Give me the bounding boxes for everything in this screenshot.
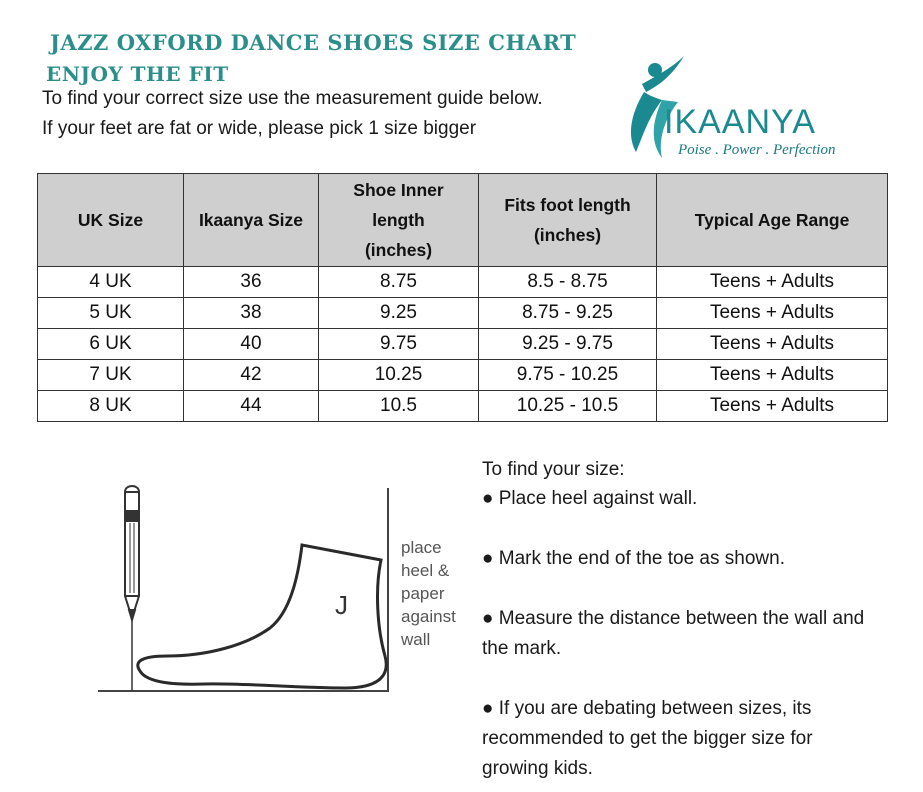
- table-row: [38, 391, 888, 422]
- cell-uk-size: 5 UK: [38, 298, 184, 329]
- logo-tagline: Poise . Power . Perfection: [678, 142, 836, 158]
- instruction-step-4: ● If you are debating between sizes, its recommended to get the bigger size for growing kids.: [482, 698, 813, 779]
- table-row: [38, 267, 888, 298]
- wall-label: place heel & paper against wall: [401, 538, 456, 649]
- cell-age-range: Teens + Adults: [657, 391, 888, 422]
- foot-mark: J: [335, 590, 348, 620]
- cell-foot-length: 8.5 - 8.75: [479, 267, 657, 298]
- chart-subtitle: ENJOY THE FIT: [46, 62, 229, 86]
- cell-age-range: Teens + Adults: [657, 329, 888, 360]
- cell-age-range: Teens + Adults: [657, 360, 888, 391]
- cell-ikaanya-size: 38: [184, 298, 319, 329]
- cell-age-range: Teens + Adults: [657, 267, 888, 298]
- cell-foot-length: 9.75 - 10.25: [479, 360, 657, 391]
- foot-outline-icon: [138, 545, 386, 688]
- cell-uk-size: 7 UK: [38, 360, 184, 391]
- cell-inner-length: 10.5: [319, 391, 479, 422]
- cell-age-range: Teens + Adults: [657, 298, 888, 329]
- header-age-range: Typical Age Range: [657, 174, 888, 267]
- header-shoe-inner-length: Shoe Inner length (inches): [319, 174, 479, 267]
- header-ikaanya-size: Ikaanya Size: [184, 174, 319, 267]
- instruction-step-2: ● Mark the end of the toe as shown.: [482, 548, 785, 569]
- instruction-step-3: ● Measure the distance between the wall and the mark.: [482, 608, 865, 659]
- chart-title: JAZZ OXFORD DANCE SHOES SIZE CHART: [50, 30, 577, 55]
- cell-uk-size: 6 UK: [38, 329, 184, 360]
- cell-inner-length: 9.25: [319, 298, 479, 329]
- cell-inner-length: 8.75: [319, 267, 479, 298]
- table-row: [38, 360, 888, 391]
- cell-ikaanya-size: 44: [184, 391, 319, 422]
- logo-brand: IKAANYA: [664, 103, 816, 141]
- instructions-heading: To find your size:: [482, 459, 625, 480]
- cell-inner-length: 10.25: [319, 360, 479, 391]
- intro-line-1: To find your correct size use the measurement guide below.: [42, 88, 543, 109]
- cell-foot-length: 10.25 - 10.5: [479, 391, 657, 422]
- intro-line-2: If your feet are fat or wide, please pick 1 size bigger: [42, 118, 477, 139]
- table-header-row: [38, 174, 888, 267]
- cell-foot-length: 8.75 - 9.25: [479, 298, 657, 329]
- pencil-icon: [125, 486, 139, 691]
- cell-ikaanya-size: 42: [184, 360, 319, 391]
- instruction-step-1: ● Place heel against wall.: [482, 488, 698, 509]
- table-row: [38, 329, 888, 360]
- cell-foot-length: 9.25 - 9.75: [479, 329, 657, 360]
- cell-ikaanya-size: 36: [184, 267, 319, 298]
- header-uk-size: UK Size: [38, 174, 184, 267]
- size-chart-table: [37, 173, 888, 422]
- header-fits-foot-length: Fits foot length (inches): [479, 174, 657, 267]
- cell-ikaanya-size: 40: [184, 329, 319, 360]
- cell-inner-length: 9.75: [319, 329, 479, 360]
- table-row: [38, 298, 888, 329]
- cell-uk-size: 8 UK: [38, 391, 184, 422]
- cell-uk-size: 4 UK: [38, 267, 184, 298]
